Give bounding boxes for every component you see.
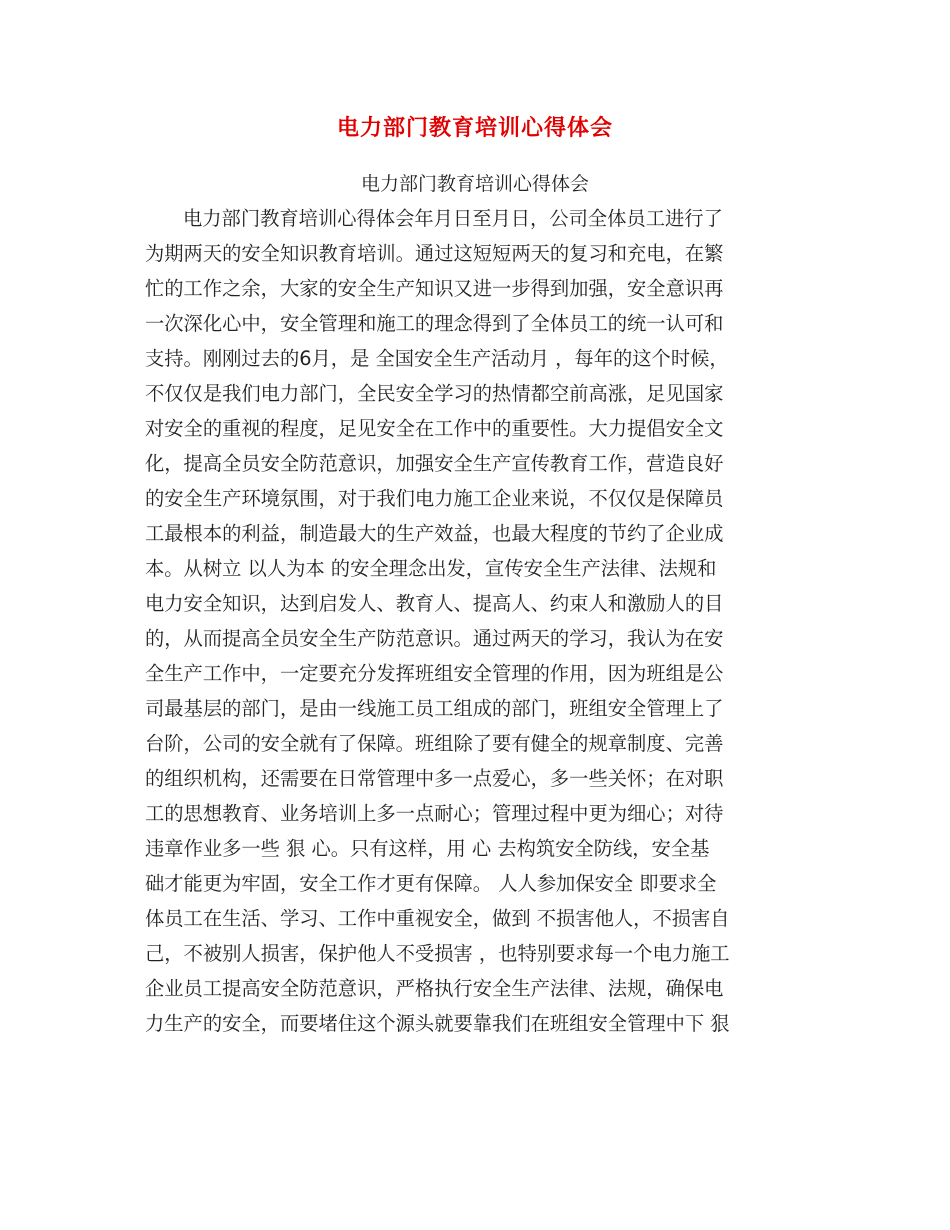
paragraph-line: 支持。刚刚过去的6月，是 全国安全生产活动月 ，每年的这个时候，	[145, 347, 729, 370]
paragraph-line: 司最基层的部门，是由一线施工员工组成的部门，班组安全管理上了	[145, 697, 724, 720]
paragraph-line: 的安全生产环境氛围，对于我们电力施工企业来说，不仅仅是保障员	[145, 487, 724, 510]
document-subtitle: 电力部门教育培训心得体会	[360, 173, 589, 195]
paragraph-line: 电力部门教育培训心得体会年月日至月日，公司全体员工进行了	[183, 207, 723, 230]
paragraph-line: 工的思想教育、业务培训上多一点耐心；管理过程中更为细心；对待	[145, 802, 724, 825]
paragraph-line: 全生产工作中，一定要充分发挥班组安全管理的作用，因为班组是公	[145, 662, 724, 685]
paragraph-line: 企业员工提高安全防范意识，严格执行安全生产法律、法规，确保电	[145, 977, 724, 1000]
paragraph-line: 对安全的重视的程度，足见安全在工作中的重要性。大力提倡安全文	[145, 417, 724, 440]
paragraph-line: 为期两天的安全知识教育培训。通过这短短两天的复习和充电，在繁	[145, 242, 724, 265]
paragraph-line: 化，提高全员安全防范意识，加强安全生产宣传教育工作，营造良好	[145, 452, 724, 475]
paragraph-line: 的组织机构，还需要在日常管理中多一点爱心，多一些关怀；在对职	[145, 767, 724, 790]
paragraph-line: 体员工在生活、学习、工作中重视安全，做到 不损害他人，不损害自	[145, 907, 730, 930]
paragraph-line: 忙的工作之余，大家的安全生产知识又进一步得到加强，安全意识再	[145, 277, 724, 300]
paragraph-line: 础才能更为牢固，安全工作才更有保障。 人人参加保安全 即要求全	[145, 872, 717, 895]
paragraph-line: 本。从树立 以人为本 的安全理念出发，宣传安全生产法律、法规和	[145, 557, 717, 580]
paragraph-line: 的，从而提高全员安全生产防范意识。通过两天的学习，我认为在安	[145, 627, 724, 650]
paragraph-line: 己，不被别人损害，保护他人不受损害 ，也特别要求每一个电力施工	[145, 942, 730, 965]
paragraph-line: 工最根本的利益，制造最大的生产效益，也最大程度的节约了企业成	[145, 522, 724, 545]
paragraph-line: 违章作业多一些 狠 心。只有这样，用 心 去构筑安全防线，安全基	[145, 837, 710, 860]
paragraph-line: 电力安全知识，达到启发人、教育人、提高人、约束人和激励人的目	[145, 592, 724, 615]
body-paragraph	[145, 201, 805, 1041]
paragraph-line: 力生产的安全，而要堵住这个源头就要靠我们在班组安全管理中下 狠	[145, 1012, 730, 1035]
paragraph-line: 不仅仅是我们电力部门，全民安全学习的热情都空前高涨，足见国家	[145, 382, 724, 405]
document-title: 电力部门教育培训心得体会	[336, 115, 613, 141]
paragraph-line: 一次深化心中，安全管理和施工的理念得到了全体员工的统一认可和	[145, 312, 724, 335]
paragraph-line: 台阶，公司的安全就有了保障。班组除了要有健全的规章制度、完善	[145, 732, 724, 755]
